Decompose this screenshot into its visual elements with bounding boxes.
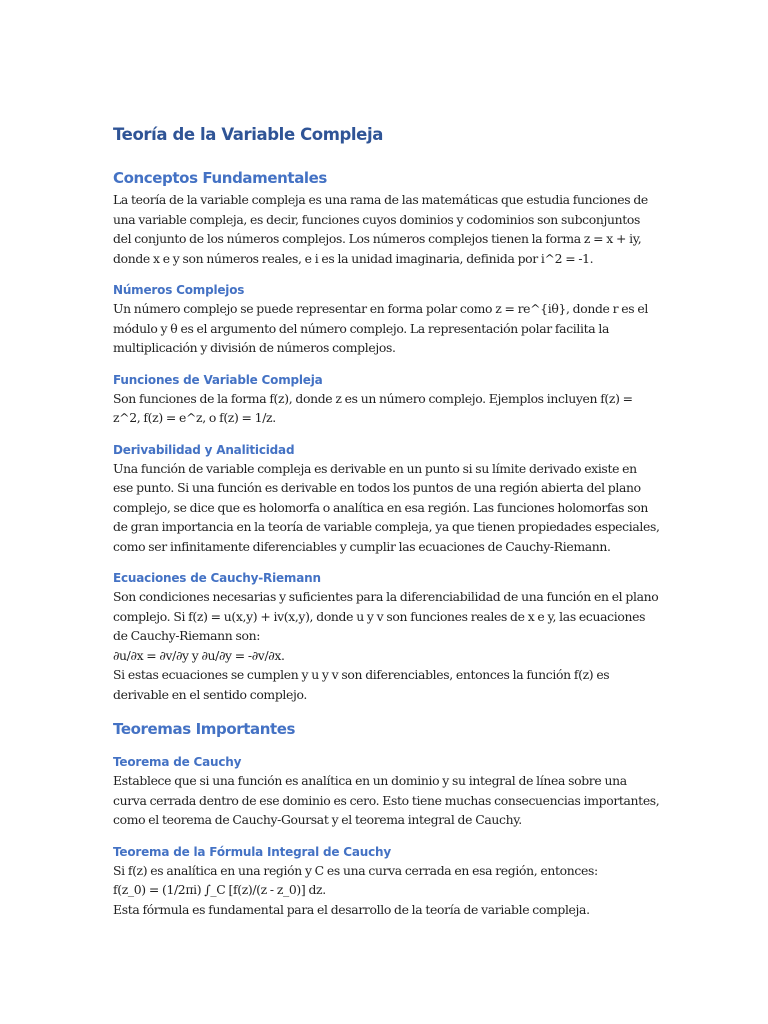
- paragraph-line: Establece que si una función es analítica en un dominio y su integral de línea sobre una: [113, 773, 627, 788]
- paragraph-funciones: [113, 389, 658, 428]
- paragraph-line: Una función de variable compleja es derivable en un punto si su límite derivado existe en: [113, 460, 637, 476]
- paragraph-line: una variable compleja, es decir, funciones cuyos dominios y codominios son subconjuntos: [113, 211, 641, 227]
- paragraph-line: Un número complejo se puede representar en forma polar como z = re^{iθ}, donde r es el: [113, 301, 648, 316]
- paragraph-line: de Cauchy-Riemann son:: [113, 628, 261, 643]
- paragraph-cauchy-riemann: [113, 587, 658, 704]
- paragraph-line: La teoría de la variable compleja es una rama de las matemáticas que estudia funciones de: [113, 192, 648, 207]
- equation-line: f(z_0) = (1/2πi) ∫_C [f(z)/(z - z_0)] dz.: [113, 882, 326, 897]
- heading-funciones-variable-compleja: Funciones de Variable Compleja: [113, 372, 323, 387]
- paragraph-line: ese punto. Si una función es derivable en todos los puntos de una región abierta del plano: [113, 480, 641, 495]
- paragraph-line: multiplicación y división de números complejos.: [113, 340, 396, 355]
- paragraph-teorema-cauchy: [113, 771, 658, 830]
- heading-teorema-de-cauchy: Teorema de Cauchy: [113, 755, 242, 769]
- paragraph-line: Si estas ecuaciones se cumplen y u y v son diferenciables, entonces la función f(z) es: [113, 667, 610, 682]
- paragraph-line: z^2, f(z) = e^z, o f(z) = 1/z.: [113, 410, 276, 425]
- paragraph-line: derivable en el sentido complejo.: [113, 686, 307, 702]
- paragraph-line: Si f(z) es analítica en una región y C es una curva cerrada en esa región, entonces:: [113, 862, 598, 878]
- equation-line: ∂u/∂x = ∂v/∂y y ∂u/∂y = -∂v/∂x.: [113, 647, 285, 663]
- heading-teoremas-importantes: Teoremas Importantes: [113, 720, 296, 738]
- heading-conceptos-fundamentales: Conceptos Fundamentales: [113, 169, 327, 187]
- paragraph-line: del conjunto de los números complejos. Los números complejos tienen la forma z = x + iy,: [113, 231, 642, 246]
- document-title: Teoría de la Variable Compleja: [113, 125, 383, 144]
- paragraph-line: Esta fórmula es fundamental para el desarrollo de la teoría de variable compleja.: [113, 901, 590, 917]
- heading-derivabilidad-analiticidad: Derivabilidad y Analiticidad: [113, 442, 295, 457]
- paragraph-line: como el teorema de Cauchy-Goursat y el teorema integral de Cauchy.: [113, 812, 522, 827]
- paragraph-line: complejo. Si f(z) = u(x,y) + iv(x,y), donde u y v son funciones reales de x e y, las ecuaciones: [113, 608, 646, 624]
- paragraph-line: como ser infinitamente diferenciables y cumplir las ecuaciones de Cauchy-Riemann.: [113, 538, 611, 554]
- paragraph-line: de gran importancia en la teoría de variable compleja, ya que tienen propiedades especiales,: [113, 519, 660, 534]
- paragraph-line: complejo, se dice que es holomorfa o analítica en esa región. Las funciones holomorfas son: [113, 499, 649, 515]
- paragraph-conceptos: [113, 190, 658, 268]
- paragraph-line: Son condiciones necesarias y suficientes para la diferenciabilidad de una función en el plano: [113, 589, 659, 604]
- paragraph-line: donde x e y son números reales, e i es la unidad imaginaria, definida por i^2 = -1.: [113, 250, 594, 266]
- heading-numeros-complejos: Números Complejos: [113, 283, 245, 297]
- paragraph-derivabilidad: [113, 459, 658, 557]
- paragraph-line: curva cerrada dentro de ese dominio es cero. Esto tiene muchas consecuencias importantes,: [113, 792, 660, 808]
- paragraph-line: módulo y θ es el argumento del número complejo. La representación polar facilita la: [113, 320, 610, 336]
- paragraph-formula-integral: [113, 861, 658, 920]
- paragraph-numeros: [113, 299, 658, 358]
- heading-formula-integral-cauchy: Teorema de la Fórmula Integral de Cauchy: [113, 844, 392, 859]
- heading-ecuaciones-cauchy-riemann: Ecuaciones de Cauchy-Riemann: [113, 571, 321, 585]
- paragraph-line: Son funciones de la forma f(z), donde z es un número complejo. Ejemplos incluyen f(z) =: [113, 390, 633, 406]
- document-page: [113, 122, 658, 919]
